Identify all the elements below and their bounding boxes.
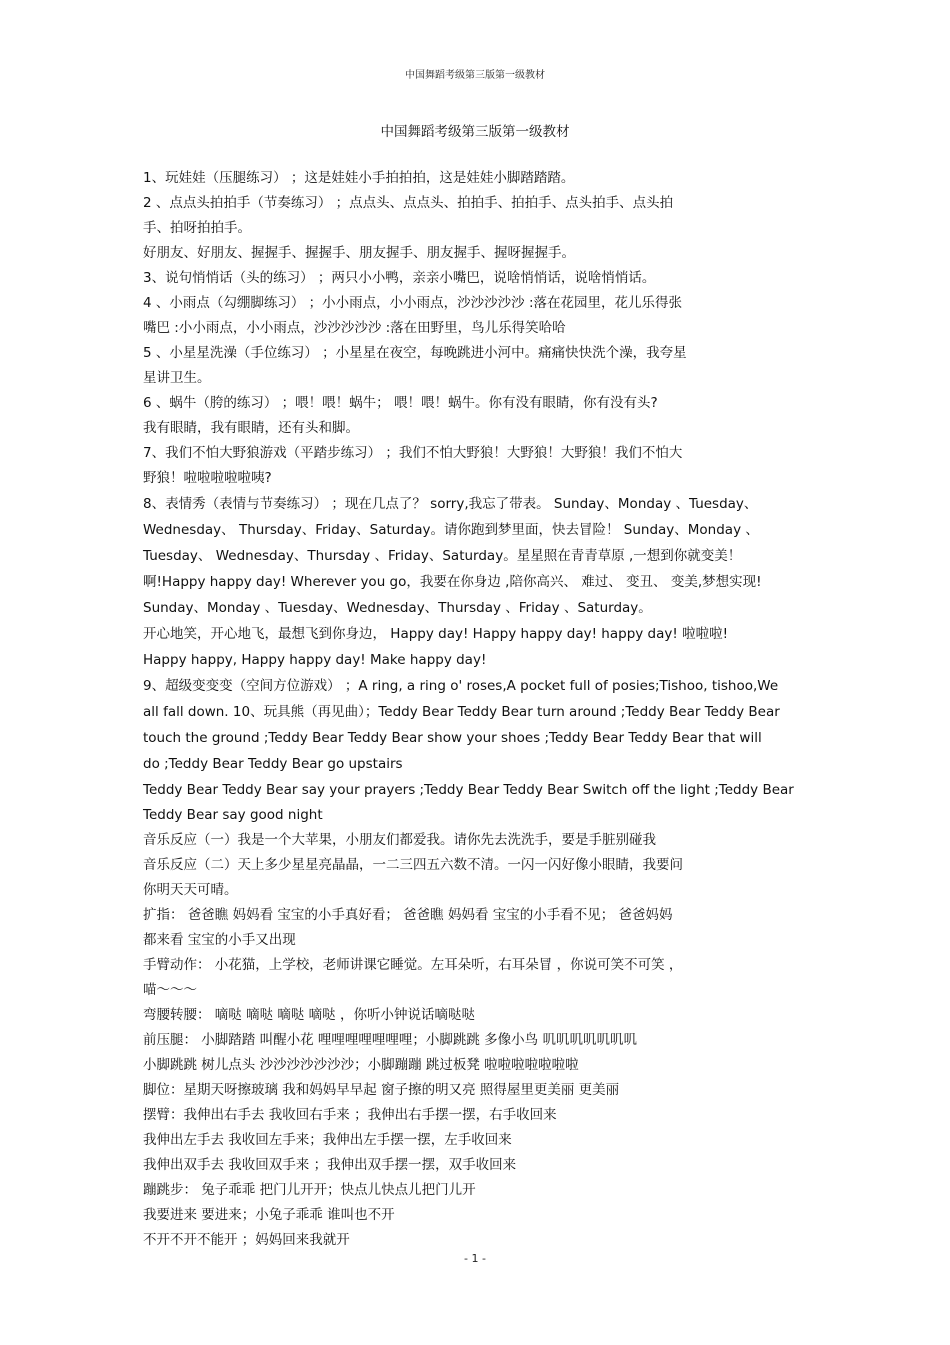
text-line: 5 、小星星洗澡（手位练习） ；小星星在夜空，每晚跳进小河中。痛痛快快洗个澡，我夸星 [143, 345, 687, 361]
text-line: 音乐反应（一）我是一个大苹果，小朋友们都爱我。请你先去洗洗手，要是手脏别碰我 [143, 832, 656, 848]
text-line: 2 、点点头拍拍手（节奏练习） ；点点头、点点头、拍拍手、拍拍手、点头拍手、点头拍 [143, 195, 674, 211]
text-line: touch the ground ;Teddy Bear Teddy Bear show your shoes ;Teddy Bear Teddy Bear that will [143, 730, 762, 746]
text-line: 喵～～～ [143, 982, 197, 998]
text-line: 前压腿： 小脚踏踏 叫醒小花 哩哩哩哩哩哩哩；小脚跳跳 多像小鸟 叽叽叽叽叽叽叽 [143, 1032, 637, 1048]
text-line: 开心地笑，开心地飞，最想飞到你身边， Happy day! Happy happy day! happy day! 啦啦啦! [143, 626, 728, 642]
text-line: all fall down. 10、玩具熊（再见曲）；Teddy Bear Teddy Bear turn around ;Teddy Bear Teddy Bear [143, 704, 780, 720]
text-line: 我伸出左手去 我收回左手来；我伸出左手摆一摆，左手收回来 [143, 1132, 512, 1148]
text-line: 你明天天可晴。 [143, 882, 238, 898]
text-line: 啊!Happy happy day! Wherever you go，我要在你身边 ,陪你高兴、 难过、 变丑、 变美,梦想实现! [143, 574, 762, 590]
text-line: 3、说句悄悄话（头的练习） ；两只小小鸭，亲亲小嘴巴，说啥悄悄话，说啥悄悄话。 [143, 270, 656, 286]
text-line: 野狼！啦啦啦啦啦咦? [143, 470, 272, 486]
text-line: 8、表情秀（表情与节奏练习） ；现在几点了？ sorry,我忘了带表。 Sunday、Monday 、Tuesday、 [143, 496, 758, 512]
text-line: 我有眼睛，我有眼睛，还有头和脚。 [143, 420, 359, 436]
text-line: Happy happy, Happy happy day! Make happy day! [143, 652, 487, 668]
text-line: 手臂动作： 小花猫，上学校，老师讲课它睡觉。左耳朵听，右耳朵冒 ，你说可笑不可笑 ， [143, 957, 683, 973]
text-line: 不开不开不能开 ；妈妈回来我就开 [143, 1232, 350, 1248]
text-line: 4 、小雨点（勾绷脚练习） ；小小雨点，小小雨点，沙沙沙沙沙 :落在花园里，花儿乐得张 [143, 295, 683, 311]
text-line: 弯腰转腰： 嘀哒 嘀哒 嘀哒 嘀哒 ，你听小钟说话嘀哒哒 [143, 1007, 475, 1023]
text-line: 嘴巴 :小小雨点，小小雨点，沙沙沙沙沙 :落在田野里，鸟儿乐得笑哈哈 [143, 320, 566, 336]
text-line: 我要进来 要进来；小兔子乖乖 谁叫也不开 [143, 1207, 395, 1223]
document-title: 中国舞蹈考级第三版第一级教材 [380, 124, 570, 140]
page-header: 中国舞蹈考级第三版第一级教材 [405, 70, 545, 81]
text-line: 好朋友、好朋友、握握手、握握手、朋友握手、朋友握手、握呀握握手。 [143, 245, 575, 261]
text-line: 音乐反应（二）天上多少星星亮晶晶，一二三四五六数不清。一闪一闪好像小眼睛，我要问 [143, 857, 683, 873]
page-number: - 1 - [464, 1252, 486, 1265]
text-line: 1、玩娃娃（压腿练习） ；这是娃娃小手拍拍拍，这是娃娃小脚踏踏踏。 [143, 170, 575, 186]
text-line: 6 、蜗牛（胯的练习） ；喂！喂！蜗牛； 喂！喂！蜗牛。你有没有眼睛，你有没有头? [143, 395, 658, 411]
text-line: Tuesday、 Wednesday、Thursday 、Friday、Saturday。星星照在青青草原 ,一想到你就变美！ [143, 548, 742, 564]
text-line: 扩指： 爸爸瞧 妈妈看 宝宝的小手真好看； 爸爸瞧 妈妈看 宝宝的小手看不见； 爸爸妈妈 [143, 907, 673, 923]
text-line: Teddy Bear Teddy Bear say your prayers ;Teddy Bear Teddy Bear Switch off the light ;Teddy Bear [143, 782, 794, 798]
text-line: Wednesday、 Thursday、Friday、Saturday。请你跑到梦里面，快去冒险！ Sunday、Monday 、 [143, 522, 759, 538]
text-line: 7、我们不怕大野狼游戏（平踏步练习） ；我们不怕大野狼！大野狼！大野狼！我们不怕大 [143, 445, 683, 461]
text-line: Sunday、Monday 、Tuesday、Wednesday、Thursday 、Friday 、Saturday。 [143, 600, 652, 616]
text-line: 小脚跳跳 树儿点头 沙沙沙沙沙沙沙；小脚蹦蹦 跳过板凳 啦啦啦啦啦啦啦 [143, 1057, 579, 1073]
text-line: 摆臂：我伸出右手去 我收回右手来 ；我伸出右手摆一摆，右手收回来 [143, 1107, 557, 1123]
document-body [143, 166, 808, 1253]
text-line: do ;Teddy Bear Teddy Bear go upstairs [143, 756, 403, 772]
text-line: 脚位：星期天呀擦玻璃 我和妈妈早早起 窗子擦的明又亮 照得屋里更美丽 更美丽 [143, 1082, 620, 1098]
text-line: 都来看 宝宝的小手又出现 [143, 932, 296, 948]
text-line: 我伸出双手去 我收回双手来 ；我伸出双手摆一摆，双手收回来 [143, 1157, 517, 1173]
text-line: 9、超级变变变（空间方位游戏） ；A ring, a ring o' roses,A pocket full of posies;Tishoo, tishoo,We [143, 678, 779, 694]
text-line: 蹦跳步： 兔子乖乖 把门儿开开；快点儿快点儿把门儿开 [143, 1182, 476, 1198]
text-line: 星讲卫生。 [143, 370, 211, 386]
text-line: 手、拍呀拍拍手。 [143, 220, 251, 236]
text-line: Teddy Bear say good night [143, 807, 323, 823]
